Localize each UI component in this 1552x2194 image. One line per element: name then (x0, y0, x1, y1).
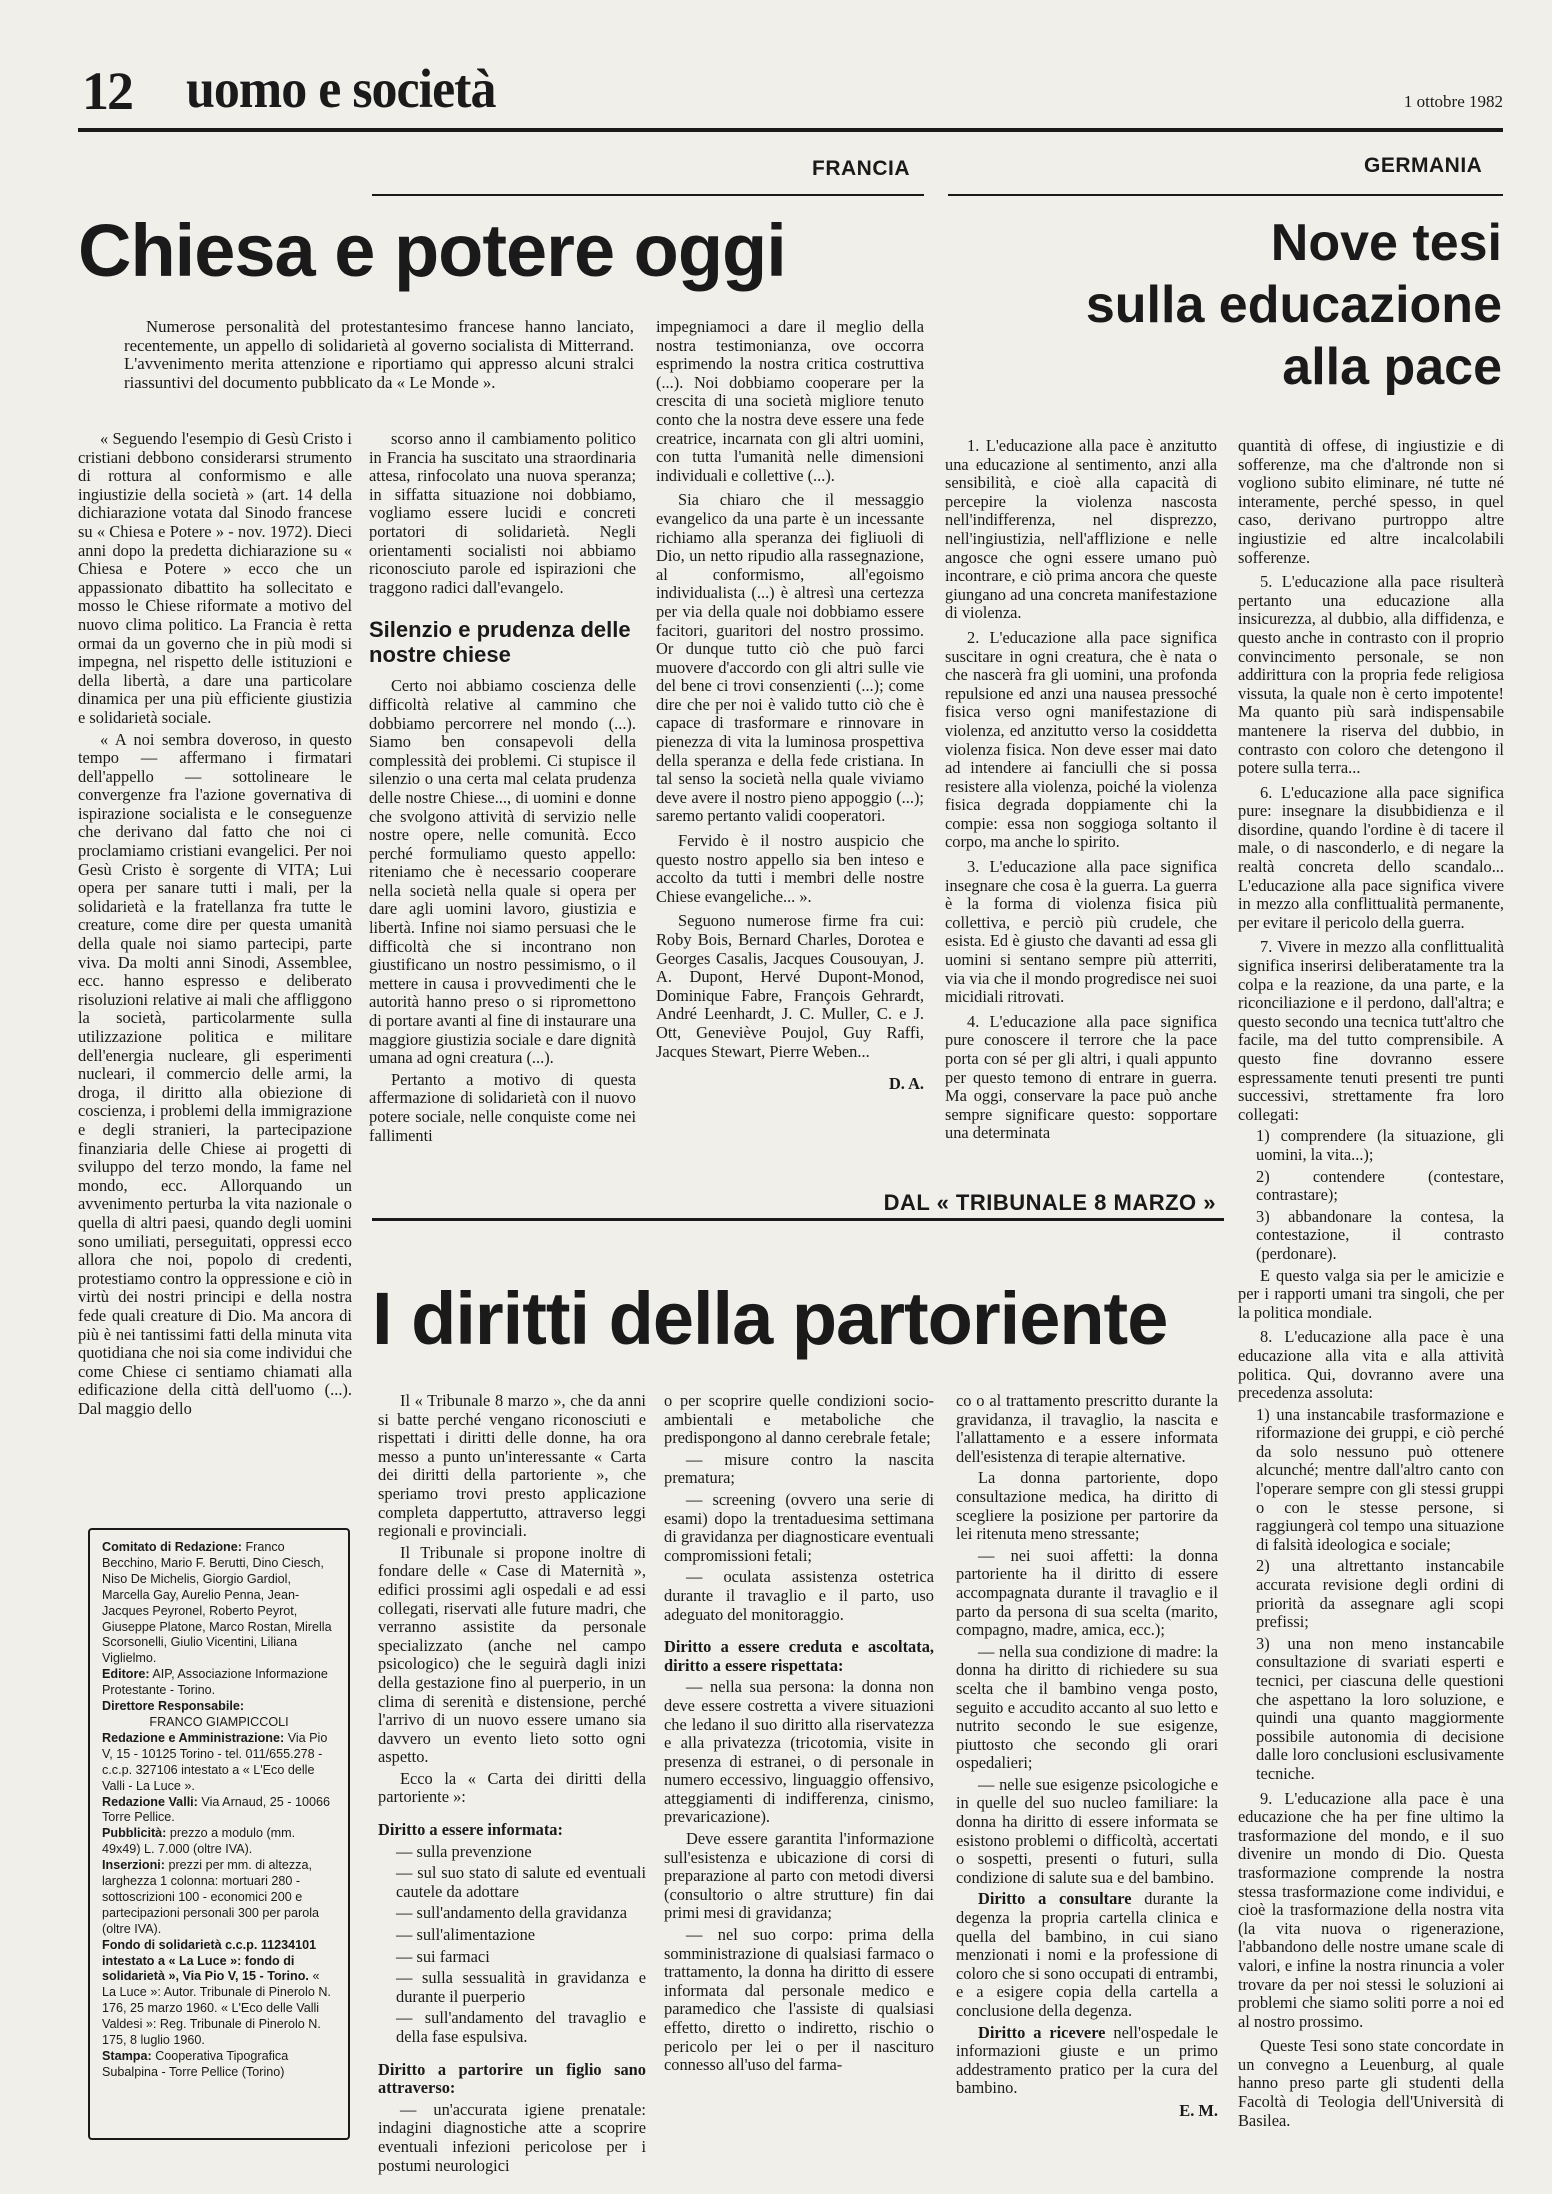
list-item: 1) comprendere (la situazione, gli uomini, la vita...); (1256, 1126, 1504, 1164)
paragraph: E questo valga sia per le amicizie e per i rapporti umani tra singoli, che per la politica mondiale. (1238, 1265, 1504, 1322)
masthead-line (102, 1715, 336, 1731)
section-heading: Diritto a essere informata: (378, 1820, 563, 1840)
thesis: 2. L'educazione alla pace significa suscitare in ogni creatura, che è nata o che nascerà fra gli uomini, una profonda repulsione ed anzi una nausea pressoché fisica verso ogni manifestazione di violenza, ed anzitutto verso la cosiddetta violenza fisica. Non deve esser mai dato ad intendere ai fanciulli che si possa resistere alla violenza, poiché la violenza fisica degrada doppiamente chi la compie: essa non soggioga soltanto il corpo, ma anche lo spirito. (945, 627, 1217, 852)
list-item: — oculata assistenza ostetrica durante il travaglio e il parto, uso adeguato del monitoraggio. (664, 1567, 934, 1624)
masthead-line (102, 1731, 336, 1795)
inline-heading: Diritto a consultare (978, 1889, 1132, 1909)
paragraph: scorso anno il cambiamento politico in Francia ha suscitato una straordinaria attesa, rinfocolato una nuova speranza; in siffatta situazione noi dobbiamo, vogliamo essere lucidi e concreti portatori di solidarietà. Negli orientamenti socialisti noi abbiamo riconosciuto parole ed ispirazioni che traggono radici dall'evangelo. (369, 429, 636, 597)
thesis: 7. Vivere in mezzo alla conflittualità significa inserirsi deliberatamente tra la colpa e la reazione, da una parte, e la riconciliazione e il perdono, dall'altra; e questo secondo una tecnica tutt'altro che facile, ma del tutto comprensibile. A questo fine dovranno essere espressamente tenuti presenti tre punti successivi, strettamente fra loro collegati: (1238, 937, 1504, 1124)
list-item: 2) contendere (contestare, contrastare); (1256, 1166, 1504, 1205)
kicker-rule-right (948, 194, 1503, 196)
paragraph: Seguono numerose firme fra cui: Roby Bois, Bernard Charles, Dorotea e Georges Casalis, Jacques Cousouyan, J. A. Dupont, Hervé Dupont-Monod, Dominique Fabre, François Gehrardt, André Leenhardt, J. C. Muller, C. e J. Ott, Geneviève Poujol, Guy Raffi, Jacques Stewart, Pierre Weben... (656, 911, 924, 1061)
paragraph: Pertanto a motivo di questa affermazione di solidarietà con il nuovo potere sociale, nelle conquiste come nei fallimenti (369, 1069, 636, 1145)
masthead-key: Editore: (102, 1667, 150, 1682)
article3-title: I diritti della partoriente (372, 1277, 1168, 1360)
issue-date: 1 ottobre 1982 (1403, 92, 1503, 111)
article3-column-1 (378, 1391, 646, 2175)
masthead-value: « La Luce »: Autor. Tribunale di Pinerolo N. 176, 25 marzo 1960. « L'Eco delle Valli Valdesi »: Reg. Tribunale di Pinerolo N. 175, 8 luglio 1960. (102, 1969, 331, 2048)
page-header (78, 52, 1503, 132)
paragraph (956, 1890, 1218, 2020)
paragraph: — nelle sue esigenze psicologiche e in quelle del suo nucleo familiare: la donna ha diritto di essere informata se esistono problemi o difficoltà, accertati o sospetti, presenti o futuri, sulla condizione di salute sua e del bambino. (956, 1774, 1218, 1887)
kicker-rule-left (372, 194, 924, 196)
title-line: alla pace (1282, 338, 1502, 396)
masthead-line (102, 1826, 336, 1858)
paragraph-text: durante la degenza la propria cartella clinica e quella del bambino, in cui siano menzionati i nomi e la professione di coloro che si sono occupati di entrambi, e a esigere copia della cartella a conclusione della degenza. (956, 1889, 1218, 2020)
list-item: — sulla sessualità in gravidanza e durante il puerperio (396, 1968, 646, 2006)
masthead-value: prezzi per mm. di altezza, larghezza 1 colonna: mortuari 280 - sottoscrizioni 100 - economici 200 e partecipazioni personali 300 per parola (oltre IVA). (102, 1858, 320, 1936)
inline-heading: Diritto a ricevere (978, 2022, 1106, 2042)
masthead-value: Via Pio V, 15 - 10125 Torino - tel. 011/655.278 - c.c.p. 327106 intestato a « L'Eco delle Valli - La Luce ». (102, 1730, 328, 1793)
paragraph: — nei suoi affetti: la donna partoriente ha il diritto di essere accompagnata durante il travaglio e il parto da persona di sua scelta (marito, compagno, madre, amica, ecc.); (956, 1545, 1218, 1640)
section-heading: Diritto a partorire un figlio sano attraverso: (378, 2059, 646, 2098)
paragraph: impegniamoci a dare il meglio della nostra testimonianza, ove occorra esprimendo la nostra critica costruttiva (...). Noi dobbiamo cooperare per la crescita di una società migliore tenuto conto che la nostra deve essere una fede creatrice, incarnata con gli altri uomini, con tutta l'umanità nelle dimensioni individuali e collettive (...). (656, 317, 924, 485)
kicker-germania: GERMANIA (1364, 154, 1483, 177)
masthead-key: Redazione e Amministrazione: (102, 1730, 285, 1745)
kicker-francia: FRANCIA (812, 157, 910, 180)
masthead-value: prezzo a modulo (mm. 49x49) L. 7.000 (oltre IVA). (102, 1826, 296, 1857)
masthead-box (88, 1528, 350, 2140)
masthead-line (102, 1540, 336, 1667)
list-item: — misure contro la nascita prematura; (664, 1449, 934, 1488)
list-item: — sul suo stato di salute ed eventuali cautele da adottare (396, 1863, 646, 1901)
page-number: 12 (82, 61, 132, 121)
section-heading: Diritto a essere creduta e ascoltata, diritto a essere rispettata: (664, 1637, 934, 1675)
article1-title: Chiesa e potere oggi (78, 209, 786, 292)
masthead-key: Redazione Valli: (102, 1794, 198, 1809)
title-line: sulla educazione (1085, 276, 1502, 334)
masthead-key: Stampa: (102, 2049, 152, 2063)
article1-column-2 (369, 430, 636, 1236)
paragraph: — nel suo corpo: prima della somministrazione di qualsiasi farmaco o trattamento, la donna ha diritto di essere informata dal personale medico e paramedico che l'assiste di qualsiasi effetto, diretto o indiretto, rischio o pericolo per lei o per il nascituro connesso all'uso del farma- (664, 1925, 934, 2075)
list-item: 3) una non meno instancabile consultazione di svariati esperti e tecnici, per ciascuna delle questioni che aspettano la loro soluzione, e quindi una quanto maggiormente possibile autonomia di decisione dalle loro conclusioni esclusivamente tecniche. (1256, 1633, 1504, 1783)
masthead-line (102, 1858, 336, 1938)
article1-column-3 (656, 318, 924, 1178)
thesis: quantità di offese, di ingiustizie e di sofferenze, ma che d'altronde non si vogliono subito eliminare, né tutte né interamente, perché spesso, in quel caso, derivano purtroppo altre ingiustizie ed altre incalcolabili sofferenze. (1238, 436, 1504, 567)
paragraph: o per scoprire quelle condizioni socio-ambientali e metaboliche che predispongono al danno cerebrale fetale; (664, 1391, 934, 1448)
article2-column-2 (1238, 437, 1504, 2137)
list-item: 2) una altrettanto instancabile accurata revisione degli ordini di priorità da assegnare agli scopi prefissi; (1256, 1556, 1504, 1632)
paragraph: Il « Tribunale 8 marzo », che da anni si batte perché vengano riconosciuti e rispettati i diritti delle donne, ha ora messo a punto un'interessante « Carta dei diritti della partoriente », che speriamo trovi presto applicazione completa dappertutto, attraverso leggi regionali e provinciali. (378, 1391, 646, 1541)
article1-column-1 (78, 430, 352, 1506)
thesis: 9. L'educazione alla pace è una educazione che ha per fine ultimo la trasformazione del mondo, e il suo divenire un mondo di Dio. Questa trasformazione comprende la nostra stessa trasformazione come individui, e cioè la trasformazione della nostra vita (la vita nuova o rigenerazione, l'abbandono delle nostre umane scale di valori, e infine la nostra rinuncia a voler trovare da per noi stessi le soluzioni ai problemi che siamo soliti porre a noi ed al nostro prossimo. (1238, 1788, 1504, 2031)
paragraph: Ecco la « Carta dei diritti della partoriente »: (378, 1768, 646, 1807)
thesis: 8. L'educazione alla pace è una educazione alla vita e alla attività politica. Qui, dovranno avere una precedenza assoluta: (1238, 1327, 1504, 1403)
masthead-key: Pubblicità: (102, 1826, 167, 1841)
list-item: — sull'andamento del travaglio e della fase espulsiva. (396, 2008, 646, 2046)
list-item: — sui farmaci (396, 1946, 490, 1966)
masthead-value: FRANCO GIAMPICCOLI (149, 1714, 289, 1729)
title-line: Nove tesi (1270, 214, 1502, 272)
masthead-line (102, 1795, 336, 1827)
thesis: 4. L'educazione alla pace significa pure conoscere il terrore che la pace porta con sé per gli altri, i quali appunto per questo temono di entrare in guerra. Ma oggi, conservare la pace può anche sempre significare questo: sopportare una determinata (945, 1011, 1217, 1143)
thesis: 6. L'educazione alla pace significa pure: insegnare la disubbidienza e il disordine, quando l'ordine è di tacere il male, o di nasconderlo, e di negare la realtà concreta dello scandalo... L'educazione alla pace significa vivere in mezzo alla conflittualità permanente, per evitare il pericolo della guerra. (1238, 782, 1504, 932)
thesis: 3. L'educazione alla pace significa insegnare che cosa è la guerra. La guerra è la forma di violenza fisica più collettiva, e perciò più crudele, che esista. Ed è giusto che davanti ad essa gli uomini si sentano sempre più atterriti, via via che il mondo progredisce nei suoi micidiali ritrovati. (945, 857, 1217, 1007)
article3-rule-top (372, 1218, 1224, 1221)
paragraph: Il Tribunale si propone inoltre di fondare delle « Case di Maternità », edifici prossimi agli ospedali e ad essi collegati, riservati alle future madri, che verranno assistite da personale specializzato (anche nel campo psicologico) che le seguirà dagli inizi della gestazione fino al puerperio, in un clima di serenità e distensione, perché l'arrivo di un nuovo essere umano sia davvero un evento lieto sotto ogni aspetto. (378, 1542, 646, 1767)
article2-title (942, 212, 1502, 398)
list-item: 3) abbandonare la contesa, la contestazione, il contrasto (perdonare). (1256, 1206, 1504, 1263)
header-rule (78, 128, 1503, 132)
subheading: Silenzio e prudenza delle nostre chiese (369, 617, 631, 668)
paragraph: Queste Tesi sono state concordate in un convegno a Leuenburg, al quale hanno preso parte gli studenti della Facoltà di Teologia dell'Università di Basilea. (1238, 2036, 1504, 2130)
masthead-key: Direttore Responsabile: (102, 1699, 245, 1714)
paragraph: Certo noi abbiamo coscienza delle difficoltà relative al cammino che dobbiamo percorrere nel mondo (...). Siamo ben consapevoli della complessità dei problemi. Ci stupisce il silenzio o una certa mal celata prudenza delle nostre Chiese..., di uomini e donne che svolgono attività di servizio nelle nostre opere, nelle comunità. Ecco perché formuliamo questo appello: riteniamo che è necessario cooperare nella società nella quale si opera per dare agli uomini lavoro, giustizia e libertà. Infine noi siamo persuasi che le difficoltà che si incontrano non giustificano un nostro pessimismo, o il mettere in causa i provvedimenti che le autorità hanno preso o si ripromettono di portare avanti al fine di instaurare una maggiore giustizia sociale e dare dignità umana ad ogni creatura (...). (369, 676, 636, 1068)
masthead-value: AIP, Associazione Informazione Protestante - Torino. (102, 1667, 328, 1698)
masthead-key: Comitato di Redazione: (102, 1540, 242, 1554)
masthead-line (102, 2049, 336, 2081)
intro-text: Numerose personalità del protestantesimo francese hanno lanciato, recentemente, un appello di solidarietà al governo socialista di Mitterrand. L'avvenimento merita attenzione e riportiamo qui appresso alcuni stralci riassuntivi del documento pubblicato da « Le Monde ». (124, 317, 634, 392)
article1-intro (124, 318, 634, 410)
paragraph: « A noi sembra doveroso, in questo tempo — affermano i firmatari dell'appello — sottolineare le convergenze fra l'azione governativa di ispirazione socialista e le conseguenze che derivano dal fatto che noi ci proclamiamo cristiani evangelici. Per noi Gesù Cristo è sorgente di VITA; Lui opera per sanare tutti i mali, per la solidarietà e la fratellanza fra tutte le creature, come dire per questa umanità della quale noi siamo partecipi, parte viva. Da molti anni Sinodi, Assemblee, ecc. hanno espresso e deliberato risoluzioni relative ai mali che affliggono la società, particolarmente sulla utilizzazione politica e militare dell'energia nucleare, gli esperimenti nucleari, il commercio delle armi, la droga, il diritto alla obiezione di coscienza, i problemi della immigrazione e degli stranieri, la partecipazione finanziaria delle Chiese ai progetti di sviluppo del terzo mondo, la fame nel mondo, ecc. Allorquando un avvenimento perturba la vita nazionale o quella di altri paesi, quando degli uomini sono umiliati, perseguitati, oppressi ecco allora che noi, popolo di credenti, protestiamo contro la oppressione e ciò in virtù dei nostri principi e della nostra fede quali creature di Dio. Ma ancora di più è nei tantissimi fatti della minuta vita quotidiana che noi sia come individui che come Chiese ci sentiamo chiamati alla edificazione della città dell'uomo (...). Dal maggio dello (78, 729, 353, 1418)
paragraph: « Seguendo l'esempio di Gesù Cristo i cristiani debbono considerarsi strumento di rottura al conformismo e alle ingiustizie della società » (art. 14 della dichiarazione votata dal Sinodo francese su « Chiesa e Potere » - nov. 1972). Dieci anni dopo la predetta dichiarazione su « Chiesa e Potere » ecco che un appassionato dibattito ha sollecitato e mosso le Chiese riformate a motivo del nuovo clima politico. La Francia è retta ormai da un governo che in più modi si impegna, nel rispetto delle istituzioni e della libertà, a dare una particolare dinamica per una più efficiente giustizia e solidarietà sociale. (78, 429, 352, 727)
paragraph: La donna partoriente, dopo consultazione medica, ha diritto di scegliere la posizione per partorire da lei ritenuta meno stressante; (956, 1468, 1218, 1544)
list-item: — sull'alimentazione (396, 1925, 536, 1945)
section-title: uomo e società (186, 59, 496, 120)
paragraph: Fervido è il nostro auspicio che questo nostro appello sia ben inteso e accolto da tutti i membri delle nostre Chiese evangeliche... ». (656, 831, 924, 906)
signature: D. A. (888, 1074, 924, 1094)
thesis: 5. L'educazione alla pace risulterà pertanto una educazione alla insicurezza, al dubbio, alla diffidenza, e questo anche in contrasto con il proprio convincimento personale, se non addirittura con la propria fede religiosa vissuta, la quale non è certo impotente! Ma quanto più sarà indispensabile mantenere la riserva del dubbio, in contrasto con coloro che detengono il potere sulla terra... (1238, 572, 1504, 778)
thesis: 1. L'educazione alla pace è anzitutto una educazione al sentimento, anzi alla sensibilità, e cioè alla capacità di percepire la violenza nascosta nell'indifferenza, nel disprezzo, nell'ingiustizia, nell'afflizione e nelle angosce che ogni essere umano può incontrare, e ciò prima ancora che queste giungano ad una concreta manifestazione di violenza. (945, 436, 1217, 623)
paragraph: — un'accurata igiene prenatale: indagini diagnostiche atte a scoprire eventuali infezioni pericolose per i postumi neurologici (378, 2099, 646, 2175)
list-item: — sull'andamento della gravidanza (396, 1903, 627, 1923)
paragraph-text: nell'ospedale le informazioni giuste e un primo addestramento pratico per la cura del bambino. (956, 2022, 1218, 2098)
article2-column-1 (945, 437, 1217, 1195)
list-item: — screening (ovvero una serie di esami) dopo la trentaduesima settimana di gravidanza per diagnosticare eventuali compromissioni fetali; (664, 1489, 934, 1565)
paragraph: co o al trattamento prescritto durante la gravidanza, il travaglio, la nascita e l'allattamento e a essere informata dell'esistenza di terapie alternative. (956, 1391, 1218, 1466)
signature: E. M. (1179, 2100, 1218, 2120)
list-item: 1) una instancabile trasformazione e riformazione dei gruppi, e ciò perché da solo nessuno può ottenere alcunché; mentre dall'altro canto con l'operare sempre con gli stessi gruppi o con le stesse persone, si raggiungerà col tempo una situazione di falsità ideologica e sociale; (1256, 1404, 1504, 1554)
article3-kicker: DAL « TRIBUNALE 8 MARZO » (883, 1190, 1216, 1215)
masthead-line (102, 1699, 336, 1715)
list-item: — sulla prevenzione (396, 1841, 532, 1861)
paragraph: Deve essere garantita l'informazione sull'esistenza e ubicazione di corsi di preparazione al parto con metodi diversi (consultorio o altre strutture) fin dai primi mesi di gravidanza; (664, 1829, 934, 1923)
masthead-key: Fondo di solidarietà c.c.p. 11234101 intestato a « La Luce »: fondo di solidarietà », Via Pio V, 15 - Torino. (102, 1937, 317, 1984)
masthead-value: Cooperativa Tipografica Subalpina - Torre Pellice (Torino) (102, 2049, 289, 2079)
article3-column-3 (956, 1392, 1218, 2137)
masthead-value: Franco Becchino, Mario F. Berutti, Dino Ciesch, Niso De Michelis, Giorgio Gardiol, Marcella Gay, Aurelio Penna, Jean-Jacques Peyronel, Roberto Peyrot, Giuseppe Platone, Marco Rostan, Mirella Scorsonelli, Giulio Vicentini, Liliana Viglielmo. (102, 1540, 332, 1666)
masthead-value: Via Arnaud, 25 - 10066 Torre Pellice. (102, 1794, 330, 1825)
masthead-line (102, 1938, 336, 2049)
paragraph: Sia chiaro che il messaggio evangelico da una parte è un incessante richiamo alla speranza dei figliuoli di Dio, un netto ripudio alla rassegnazione, al conformismo, all'egoismo individualista (...) è altresì una certezza per via della quale noi dobbiamo essere facitori, guaritori del nostro prossimo. Or dunque tutto ciò che può farci muovere d'accordo con gli altri sulle vie del bene ci trovi consenzienti (...); come dire che per noi è valido tutto ciò che è capace di trasformare e rinnovare in pienezza di vita la luminosa prospettiva della speranza e della fede cristiana. In tal senso la società nella quale viviamo deve avere il nostro pieno appoggio (...); saremo pertanto validi cooperatori. (656, 490, 924, 826)
paragraph: — nella sua persona: la donna non deve essere costretta a vivere situazioni che ledano il suo diritto alla riservatezza e alla privatezza (tricotomia, visite in presenza di estranei, o di personale in numero eccessivo, linguaggio offensivo, atteggiamenti di indifferenza, cinismo, prevaricazione). (664, 1677, 934, 1827)
article3-column-2 (664, 1392, 934, 2137)
paragraph: — nella sua condizione di madre: la donna ha diritto di richiedere su sua scelta che il bambino venga posto, seguito e accudito accanto al suo letto e nutrito secondo le sue esigenze, piuttosto che secondo gli orari ospedalieri; (956, 1641, 1218, 1773)
masthead-key: Inserzioni: (102, 1858, 165, 1873)
masthead-line (102, 1667, 336, 1699)
paragraph (956, 2024, 1218, 2098)
